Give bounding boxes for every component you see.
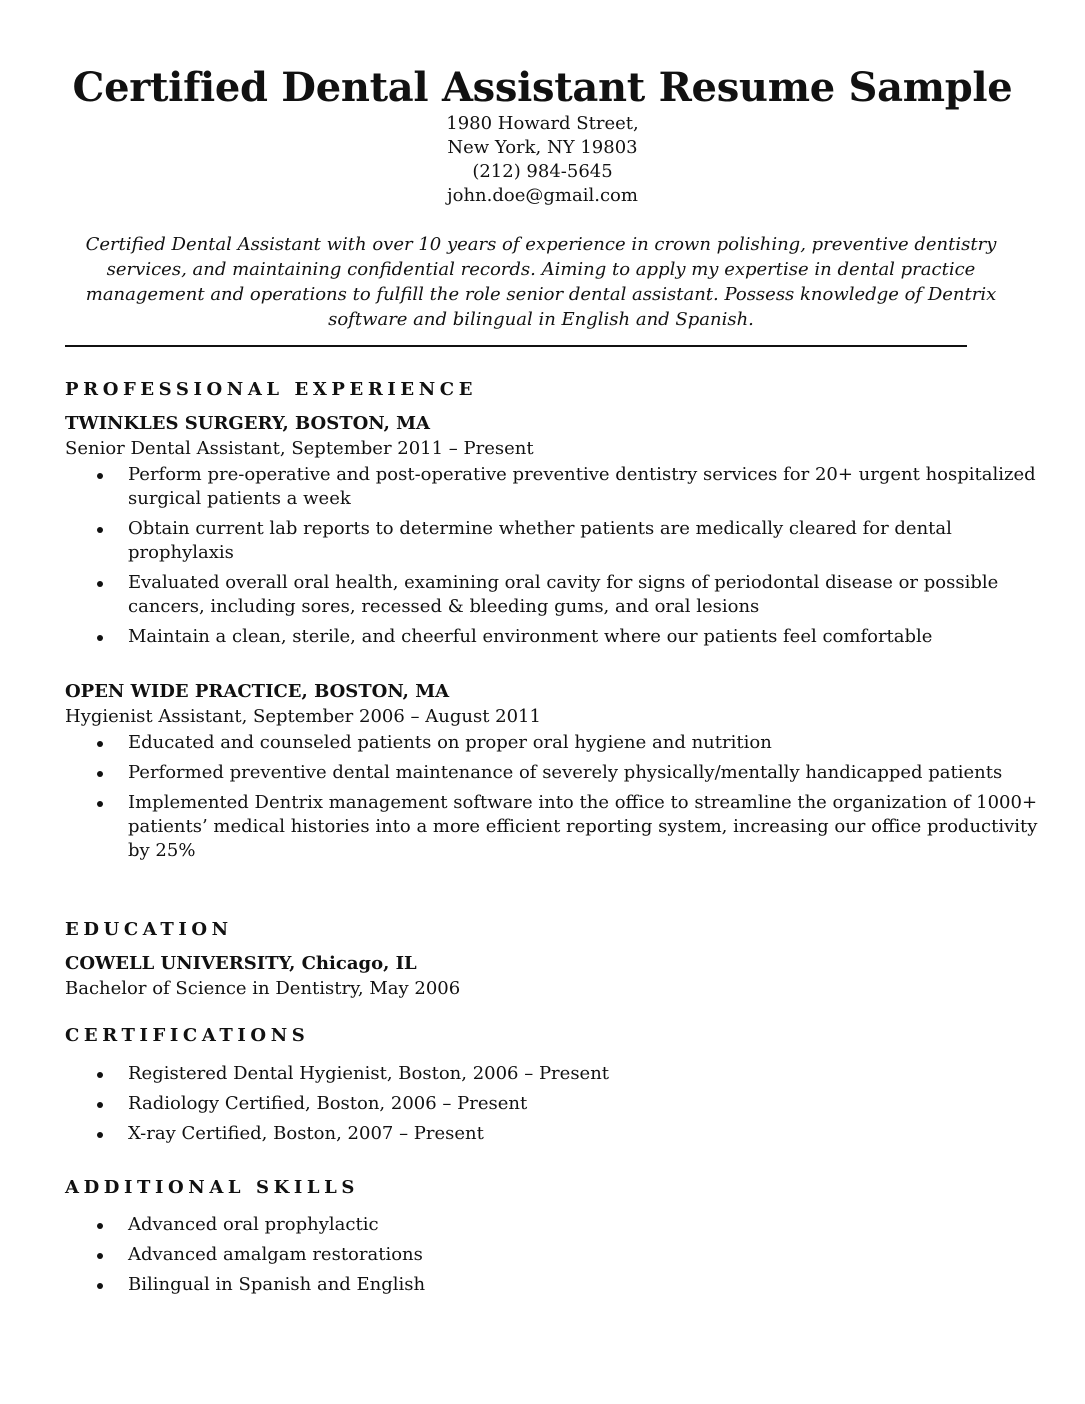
education-heading: EDUCATION (65, 919, 233, 940)
bullet-icon (97, 741, 103, 747)
certification-text: X-ray Certified, Boston, 2007 – Present (128, 1123, 484, 1144)
job-bullet-list (0, 463, 1040, 655)
contact-street: 1980 Howard Street, (446, 113, 639, 134)
contact-phone: (212) 984-5645 (472, 161, 613, 182)
bullet-icon (97, 635, 103, 641)
bullet-text: Implemented Dentrix management software into the office to streamline the organization of 1000+ patients’ medical histories into a more efficient reporting system, increasing our office productivity by 25% (128, 792, 1038, 861)
bullet-text: Perform pre-operative and post-operative preventive dentistry services for 20+ urgent hospitalized surgical patients a week (128, 464, 1036, 509)
contact-city: New York, NY 19803 (447, 137, 638, 158)
bullet-icon (97, 1072, 103, 1078)
bullet-text: Obtain current lab reports to determine whether patients are medically cleared for dental prophylaxis (128, 518, 952, 563)
bullet-icon (97, 771, 103, 777)
list-item (0, 1122, 1040, 1146)
bullet-text: Performed preventive dental maintenance of severely physically/mentally handicapped patients (128, 762, 1003, 783)
skill-text: Advanced amalgam restorations (128, 1244, 423, 1265)
list-item (0, 731, 1040, 755)
job-role: Senior Dental Assistant, September 2011 – Present (65, 438, 534, 459)
skills-list (0, 1213, 1040, 1303)
certification-text: Radiology Certified, Boston, 2006 – Present (128, 1093, 528, 1114)
header-divider (65, 345, 967, 347)
list-item (0, 1092, 1040, 1116)
job-bullet-list (0, 731, 1040, 869)
list-item (0, 1273, 1040, 1297)
list-item (0, 1213, 1040, 1237)
job-role: Hygienist Assistant, September 2006 – August 2011 (65, 706, 541, 727)
list-item (0, 625, 1040, 649)
bullet-text: Maintain a clean, sterile, and cheerful environment where our patients feel comfortable (128, 626, 933, 647)
contact-email: john.doe@gmail.com (447, 185, 638, 206)
bullet-icon (97, 527, 103, 533)
bullet-text: Educated and counseled patients on proper oral hygiene and nutrition (128, 732, 772, 753)
skills-heading: ADDITIONAL SKILLS (65, 1177, 360, 1198)
list-item (0, 571, 1040, 619)
bullet-icon (97, 1132, 103, 1138)
professional-summary: Certified Dental Assistant with over 10 years of experience in crown polishing, preventive dentistry services, and maintaining confidential records. Aiming to apply my expertise in dental practice management and operations to fulfill the role senior dental assistant. Possess knowledge of Dentrix software and bilingual in English and Spanish. (85, 234, 997, 330)
list-item (0, 791, 1040, 863)
skill-text: Bilingual in Spanish and English (128, 1274, 426, 1295)
employer-name: OPEN WIDE PRACTICE, BOSTON, MA (65, 681, 450, 702)
bullet-text: Evaluated overall oral health, examining oral cavity for signs of periodontal disease or possible cancers, including sores, recessed & bleeding gums, and oral lesions (128, 572, 999, 617)
resume-title: Certified Dental Assistant Resume Sample (72, 64, 1013, 111)
certifications-heading: CERTIFICATIONS (65, 1025, 310, 1046)
list-item (0, 1062, 1040, 1086)
school-name: COWELL UNIVERSITY, Chicago, IL (65, 953, 417, 974)
experience-heading: PROFESSIONAL EXPERIENCE (65, 379, 478, 400)
list-item (0, 517, 1040, 565)
list-item (0, 463, 1040, 511)
bullet-icon (97, 473, 103, 479)
list-item (0, 1243, 1040, 1267)
bullet-icon (97, 1253, 103, 1259)
bullet-icon (97, 581, 103, 587)
bullet-icon (97, 1102, 103, 1108)
certification-text: Registered Dental Hygienist, Boston, 2006 – Present (128, 1063, 610, 1084)
contact-block (0, 112, 1085, 208)
degree-line: Bachelor of Science in Dentistry, May 2006 (65, 978, 461, 999)
employer-name: TWINKLES SURGERY, BOSTON, MA (65, 413, 431, 434)
list-item (0, 761, 1040, 785)
certification-list (0, 1062, 1040, 1152)
bullet-icon (97, 1283, 103, 1289)
skill-text: Advanced oral prophylactic (128, 1214, 379, 1235)
bullet-icon (97, 801, 103, 807)
bullet-icon (97, 1223, 103, 1229)
